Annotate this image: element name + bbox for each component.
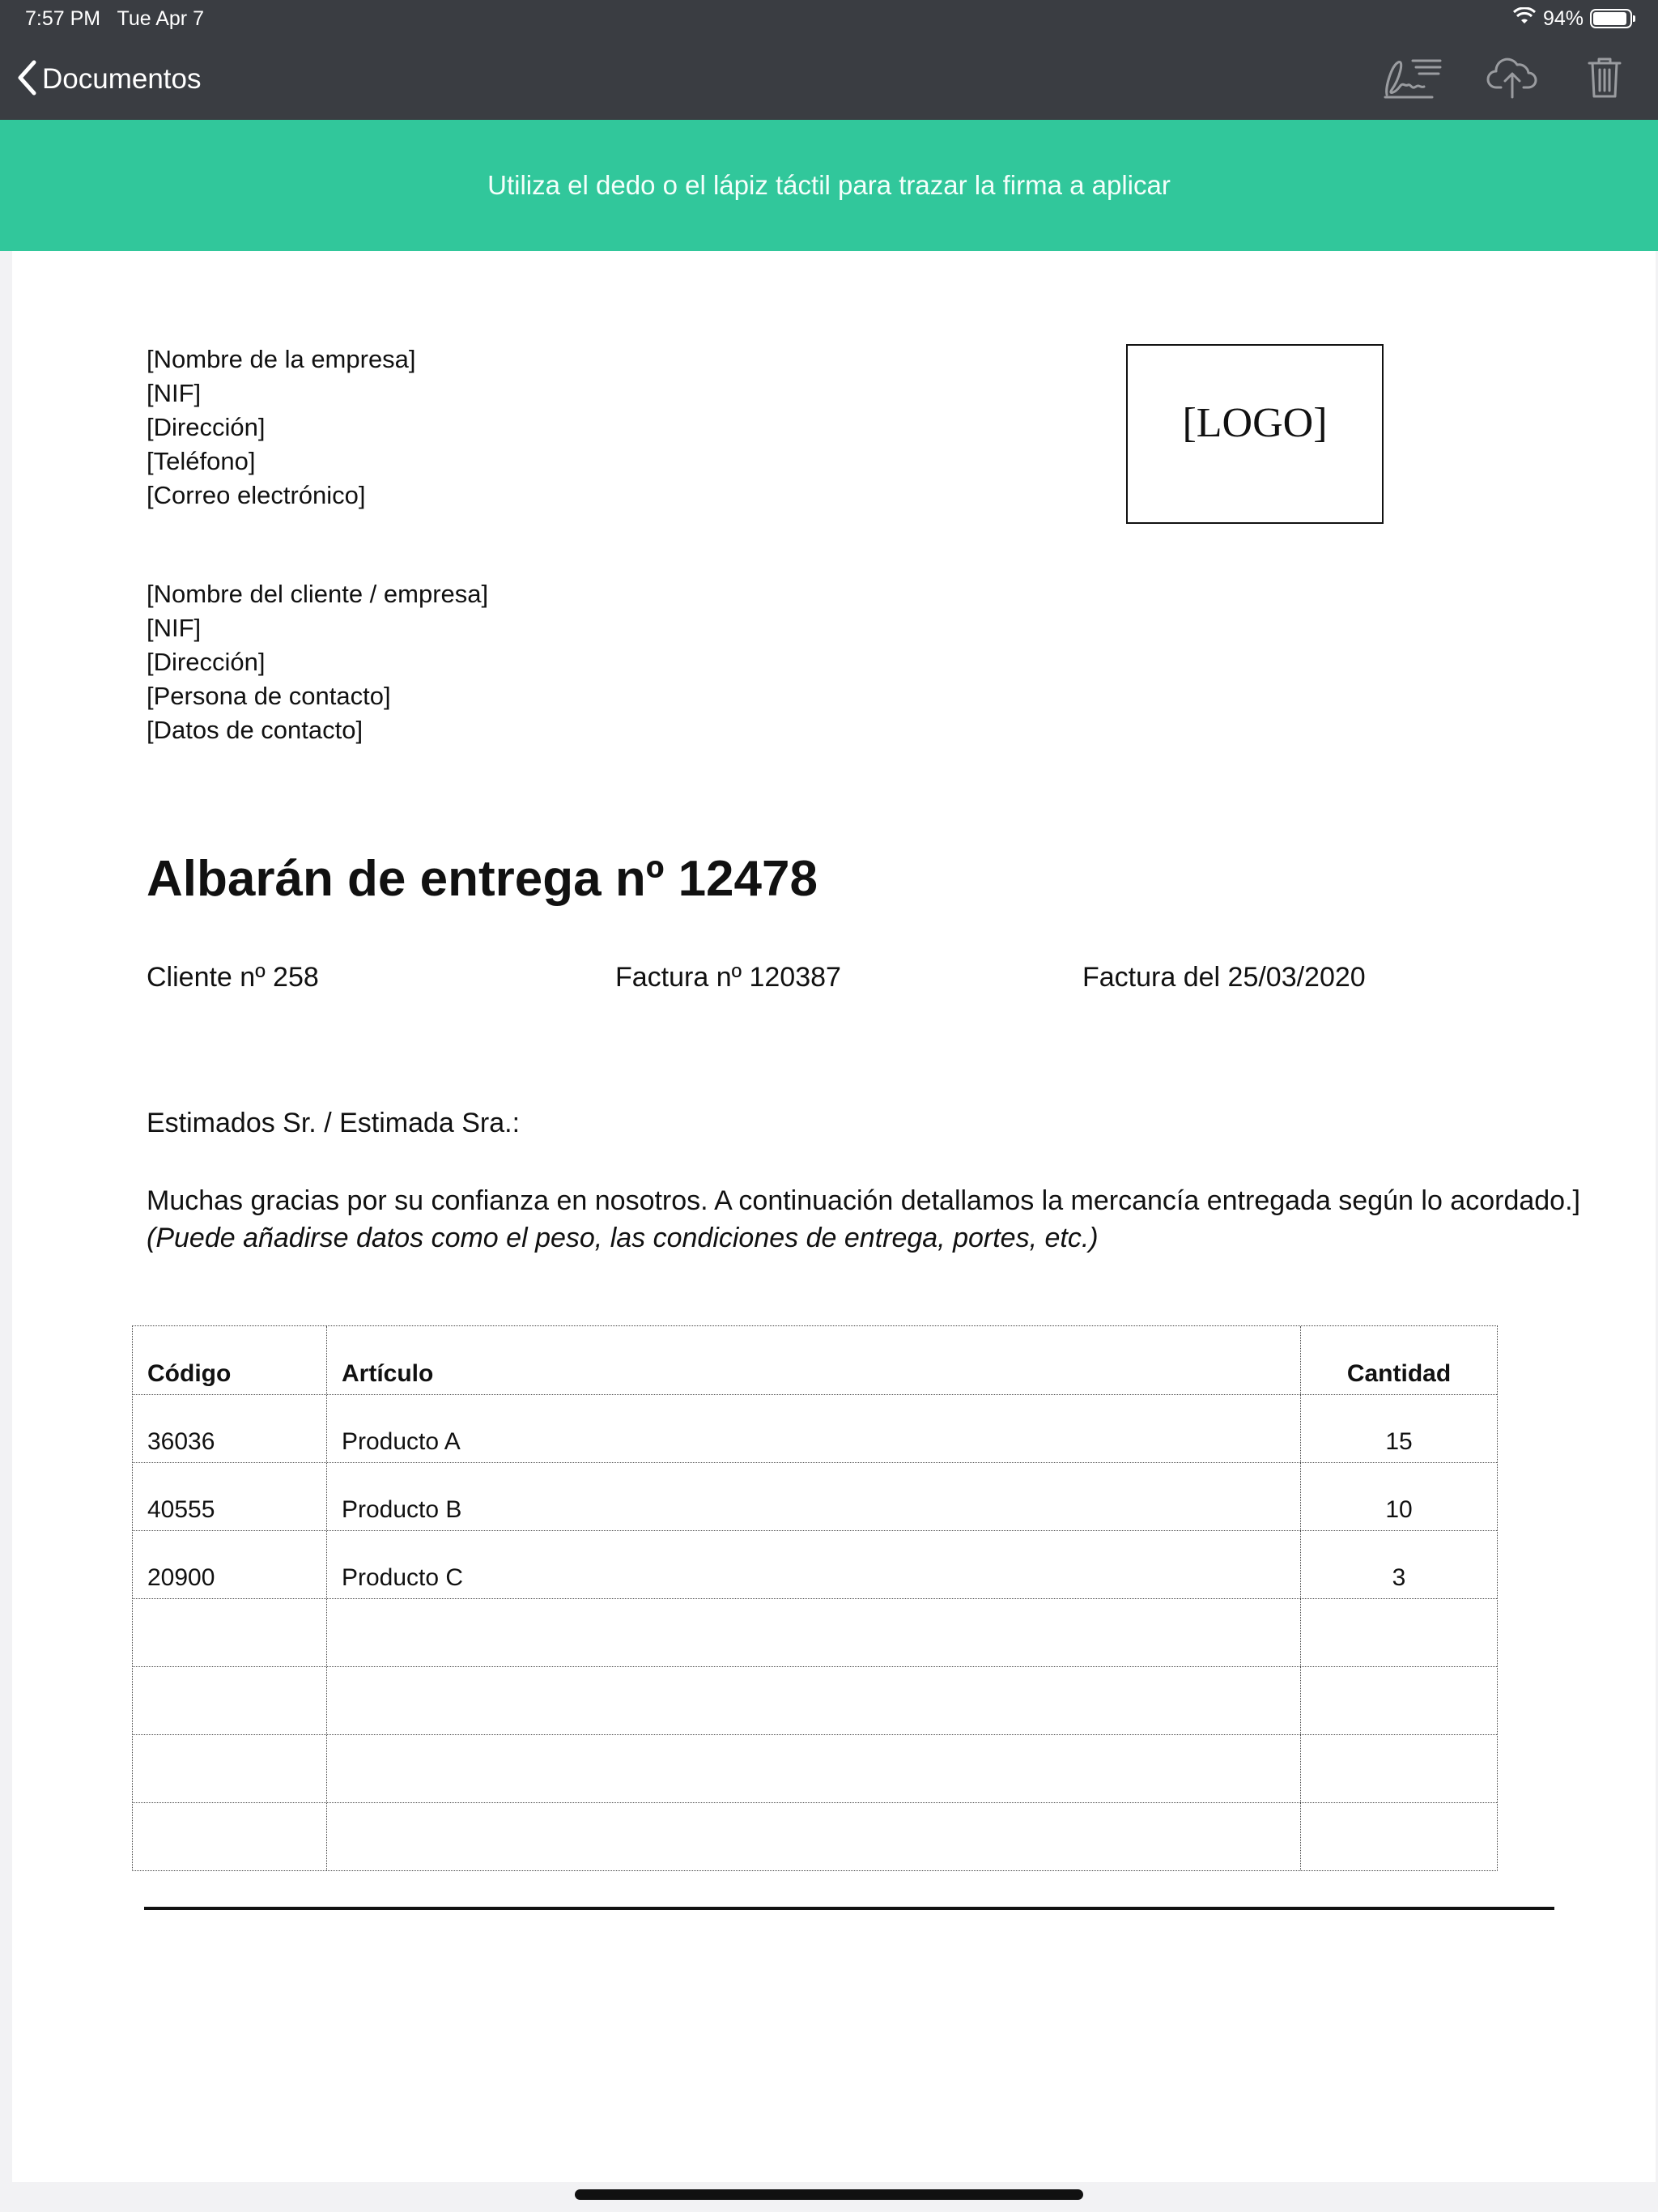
greeting: Estimados Sr. / Estimada Sra.:: [147, 1108, 521, 1138]
table-row-divider: [133, 1394, 1497, 1395]
back-chevron-icon: [16, 60, 37, 100]
row-1-quantity: 15: [1385, 1428, 1413, 1455]
back-label: Documentos: [42, 63, 202, 95]
table-row-divider: [133, 1462, 1497, 1463]
client-number: Cliente nº 258: [147, 962, 319, 993]
company-name: [Nombre de la empresa]: [147, 345, 416, 373]
company-block: [147, 342, 416, 513]
logo-text: [LOGO]: [1182, 399, 1328, 446]
client-address: [Dirección]: [147, 648, 266, 676]
cloud-upload-icon: [1486, 55, 1538, 103]
table-row-divider: [133, 1802, 1497, 1803]
row-2-quantity: 10: [1385, 1496, 1413, 1523]
body-note: (Puede añadirse datos como el peso, las condiciones de entrega, portes, etc.): [147, 1223, 1099, 1253]
document-page[interactable]: [12, 251, 1656, 2182]
row-3-code: 20900: [147, 1564, 215, 1591]
header-article: Artículo: [342, 1360, 434, 1387]
header-code: Código: [147, 1360, 232, 1387]
client-block: [147, 577, 488, 747]
body-text: Muchas gracias por su confianza en nosotros. A continuación detallamos la mercancía entregada según lo acordado.]: [147, 1185, 1580, 1216]
table-row-divider: [133, 1530, 1497, 1531]
invoice-number: Factura nº 120387: [615, 962, 841, 993]
logo-placeholder: [1126, 344, 1384, 524]
row-1-article: Producto A: [342, 1428, 461, 1455]
table-row-divider: [133, 1734, 1497, 1735]
header-quantity: Cantidad: [1346, 1360, 1452, 1387]
company-nif: [NIF]: [147, 379, 202, 407]
body-paragraph: [147, 1182, 1588, 1257]
upload-button[interactable]: [1480, 50, 1545, 107]
client-contact-data: [Datos de contacto]: [147, 716, 363, 744]
separator-line: [144, 1907, 1554, 1910]
company-phone: [Teléfono]: [147, 447, 256, 475]
client-contact-person: [Persona de contacto]: [147, 682, 391, 710]
table-row-divider: [133, 1598, 1497, 1599]
company-address: [Dirección]: [147, 413, 266, 441]
battery-icon: [1590, 9, 1632, 28]
signature-icon: [1384, 54, 1442, 104]
invoice-date: Factura del 25/03/2020: [1082, 962, 1366, 993]
client-name: [Nombre del cliente / empresa]: [147, 580, 489, 608]
trash-icon: [1587, 55, 1622, 103]
wifi-icon: [1512, 7, 1537, 31]
company-email: [Correo electrónico]: [147, 481, 366, 509]
delete-button[interactable]: [1572, 50, 1637, 107]
row-2-code: 40555: [147, 1496, 215, 1523]
items-table: [132, 1325, 1498, 1871]
top-bar: [0, 0, 1658, 120]
status-time: [25, 7, 204, 31]
document-title: Albarán de entrega nº 12478: [147, 851, 818, 907]
row-1-code: 36036: [147, 1428, 215, 1455]
battery-cap: [1633, 15, 1635, 22]
row-2-article: Producto B: [342, 1496, 462, 1523]
status-date: Tue Apr 7: [117, 7, 204, 30]
client-nif: [NIF]: [147, 614, 202, 642]
row-3-quantity: 3: [1392, 1564, 1406, 1591]
signature-button[interactable]: [1380, 50, 1445, 107]
signature-instruction-banner: [0, 120, 1658, 251]
home-indicator[interactable]: [575, 2189, 1083, 2200]
status-clock: 7:57 PM: [25, 7, 101, 30]
battery-percent: 94%: [1542, 6, 1584, 30]
table-row-divider: [133, 1666, 1497, 1667]
back-button[interactable]: [16, 57, 201, 102]
status-indicators: [1512, 6, 1632, 31]
battery-fill: [1593, 12, 1626, 25]
row-3-article: Producto C: [342, 1564, 464, 1591]
banner-text: Utiliza el dedo o el lápiz táctil para trazar la firma a aplicar: [487, 170, 1171, 200]
